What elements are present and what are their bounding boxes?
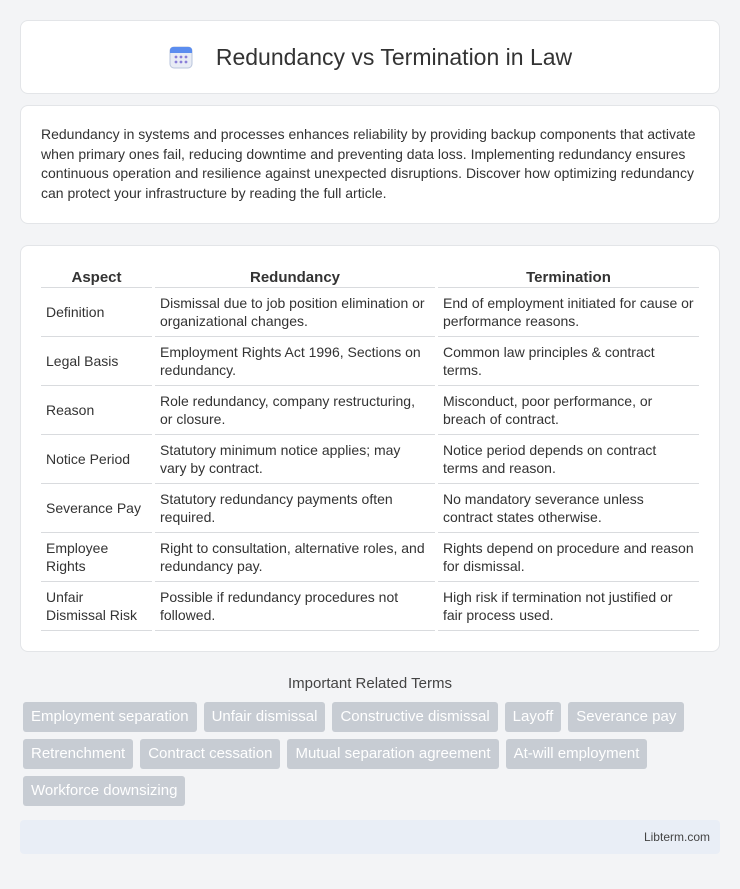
footer-site-link[interactable]: Libterm.com	[643, 830, 710, 844]
table-row	[41, 386, 699, 435]
cell-aspect: Employee Rights	[41, 533, 152, 582]
tag-severance-pay[interactable]: Severance pay	[568, 702, 684, 732]
page-title: Redundancy vs Termination in Law	[215, 43, 573, 70]
table-row	[41, 435, 699, 484]
table-header-row	[41, 266, 699, 288]
tag-workforce-downsizing[interactable]: Workforce downsizing	[23, 776, 185, 806]
cell-aspect: Definition	[41, 288, 152, 337]
cell-aspect: Unfair Dismissal Risk	[41, 582, 152, 631]
tag-unfair-dismissal[interactable]: Unfair dismissal	[204, 702, 326, 732]
footer	[20, 820, 720, 854]
tag-contract-cessation[interactable]: Contract cessation	[140, 739, 280, 769]
tag-mutual-separation-agreement[interactable]: Mutual separation agreement	[287, 739, 498, 769]
page-header	[20, 20, 720, 94]
related-terms-list	[20, 702, 720, 806]
cell-redundancy: Dismissal due to job position elimination or organizational changes.	[155, 288, 435, 337]
comparison-card	[20, 245, 720, 652]
cell-termination: No mandatory severance unless contract states otherwise.	[438, 484, 699, 533]
tag-layoff[interactable]: Layoff	[505, 702, 562, 732]
column-header-termination: Termination	[438, 266, 699, 288]
cell-termination: Misconduct, poor performance, or breach of contract.	[438, 386, 699, 435]
table-row	[41, 288, 699, 337]
intro-text: Redundancy in systems and processes enhances reliability by providing backup components that activate when primary ones fail, reducing downtime and preventing data loss. Implementing redundancy ensures continuous operation and resilience against unexpected disruptions. Discover how optimizing redundancy can protect your infrastructure by reading the full article.	[41, 126, 696, 201]
cell-redundancy: Statutory redundancy payments often required.	[155, 484, 435, 533]
tag-at-will-employment[interactable]: At-will employment	[506, 739, 648, 769]
column-header-aspect: Aspect	[41, 266, 152, 288]
table-row	[41, 533, 699, 582]
table-row	[41, 484, 699, 533]
cell-aspect: Legal Basis	[41, 337, 152, 386]
cell-aspect: Reason	[41, 386, 152, 435]
cell-termination: Notice period depends on contract terms and reason.	[438, 435, 699, 484]
intro-card	[20, 105, 720, 224]
tag-constructive-dismissal[interactable]: Constructive dismissal	[332, 702, 497, 732]
table-row	[41, 582, 699, 631]
cell-redundancy: Right to consultation, alternative roles, and redundancy pay.	[155, 533, 435, 582]
tag-retrenchment[interactable]: Retrenchment	[23, 739, 133, 769]
calendar-icon	[168, 44, 194, 70]
comparison-table	[38, 266, 702, 631]
cell-redundancy: Statutory minimum notice applies; may vary by contract.	[155, 435, 435, 484]
cell-redundancy: Employment Rights Act 1996, Sections on redundancy.	[155, 337, 435, 386]
cell-termination: End of employment initiated for cause or performance reasons.	[438, 288, 699, 337]
cell-termination: High risk if termination not justified or fair process used.	[438, 582, 699, 631]
cell-termination: Rights depend on procedure and reason for dismissal.	[438, 533, 699, 582]
related-terms-title: Important Related Terms	[288, 675, 452, 692]
table-row	[41, 337, 699, 386]
tag-employment-separation[interactable]: Employment separation	[23, 702, 197, 732]
column-header-redundancy: Redundancy	[155, 266, 435, 288]
cell-redundancy: Possible if redundancy procedures not followed.	[155, 582, 435, 631]
cell-aspect: Notice Period	[41, 435, 152, 484]
cell-aspect: Severance Pay	[41, 484, 152, 533]
cell-termination: Common law principles & contract terms.	[438, 337, 699, 386]
cell-redundancy: Role redundancy, company restructuring, or closure.	[155, 386, 435, 435]
